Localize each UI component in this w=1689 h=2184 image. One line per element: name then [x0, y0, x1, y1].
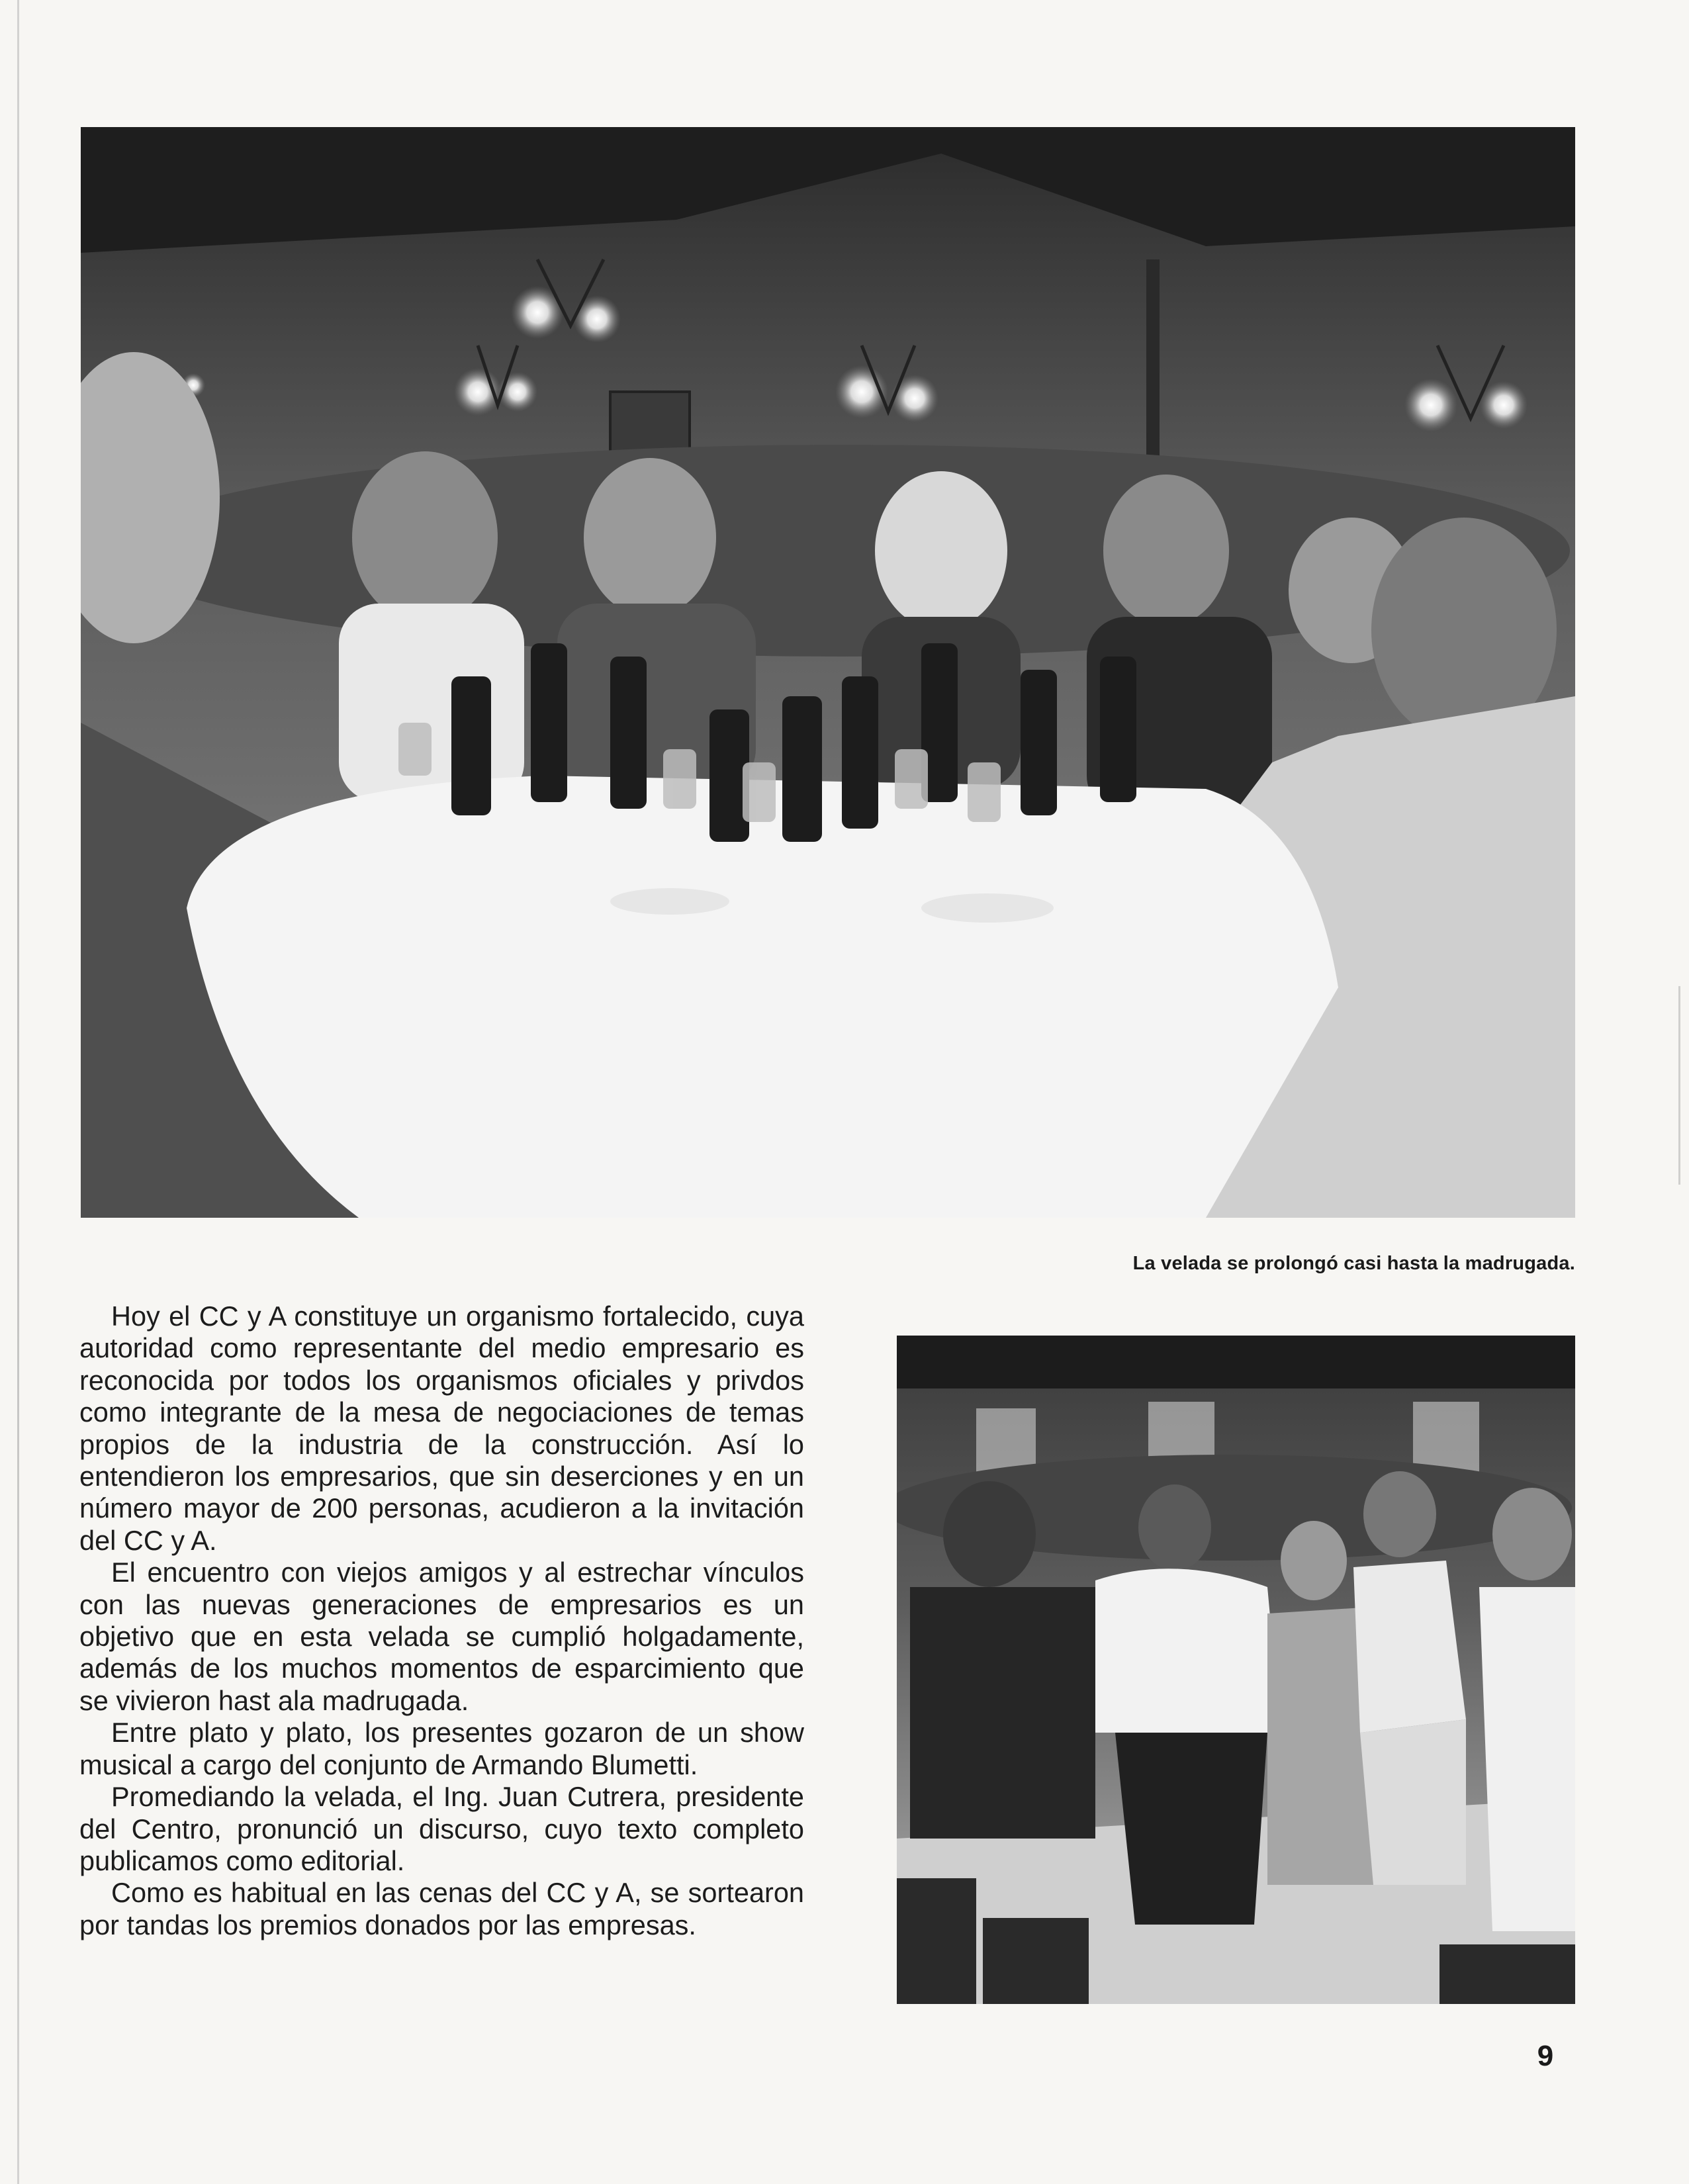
article-paragraph: Entre plato y plato, los presentes gozaron de un show musical a cargo del conjunto de Armando Blumetti. [79, 1717, 804, 1780]
article-paragraph: Como es habitual en las cenas del CC y A, se sortearon por tandas los premios donados por las empresas. [79, 1877, 804, 1940]
page-number: 9 [1537, 2040, 1554, 2072]
article-body [79, 1300, 804, 1941]
page-edge-shadow [17, 0, 19, 2184]
main-photo-caption: La velada se prolongó casi hasta la madrugada. [1132, 1253, 1575, 1274]
article-paragraph: Promediando la velada, el Ing. Juan Cutrera, presidente del Centro, pronunció un discurso, cuyo texto completo publicamos como editorial. [79, 1781, 804, 1876]
article-paragraph: Hoy el CC y A constituye un organismo fortalecido, cuya autoridad como representante del medio empresario es reconocida por todos los organismos oficiales y privdos como integrante de la mesa de negociaciones de temas propios de la industria de la construcción. Así lo entendieron los empresarios, que sin deserciones y en un número mayor de 200 personas, acudieron a la invitación del CC y A. [79, 1300, 804, 1556]
banquet-table-photo [81, 127, 1575, 1218]
article-paragraph: El encuentro con viejos amigos y al estrechar vínculos con las nuevas generaciones de empresarios es un objetivo que en esta velada se cumplió holgadamente, además de los muchos momentos de esparcimiento que se vivieron hast ala madrugada. [79, 1557, 804, 1716]
scan-edge-mark [1678, 986, 1680, 1185]
dance-floor-photo [897, 1336, 1575, 2004]
